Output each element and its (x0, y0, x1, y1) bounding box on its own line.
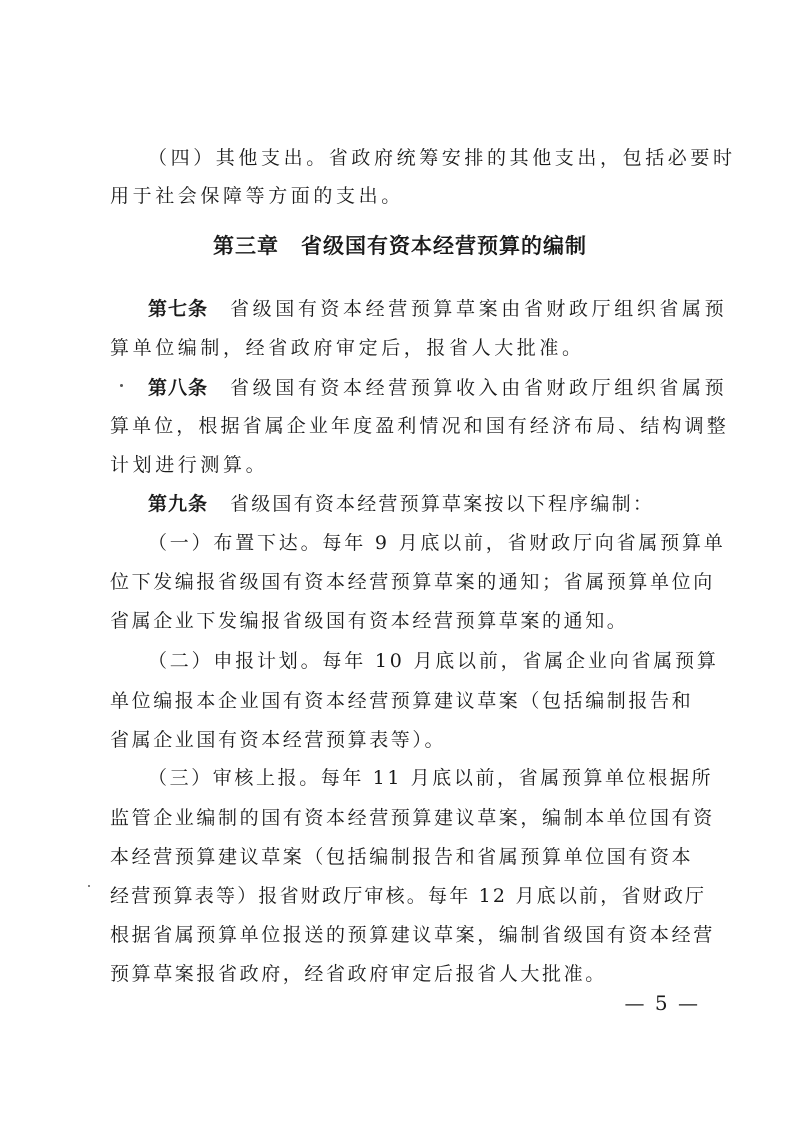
article-9-text: 省级国有资本经营预算草案按以下程序编制： (230, 493, 655, 515)
article-9-line1 (148, 492, 654, 516)
step-2-line2: 单位编报本企业国有资本经营预算建议草案（包括编制报告和 (110, 690, 694, 712)
step-3-line2: 监管企业编制的国有资本经营预算建议草案，编制本单位国有资 (110, 807, 715, 829)
chapter-title: 省级国有资本经营预算的编制 (301, 234, 587, 258)
article-7-line2: 算单位编制，经省政府审定后，报省人大批准。 (110, 337, 585, 359)
step-2-line1: （二）申报计划。每年 10 月底以前，省属企业向省属预算 (148, 650, 719, 672)
article-7-label: 第七条 (148, 298, 209, 320)
chapter-label: 第三章 (213, 234, 279, 258)
article-8-line1 (148, 376, 727, 400)
step-2-line3: 省属企业国有资本经营预算表等）。 (110, 729, 447, 751)
scan-speck (88, 885, 90, 887)
article-7-text: 省级国有资本经营预算草案由省财政厅组织省属预 (230, 298, 728, 320)
article-9-label: 第九条 (148, 493, 209, 515)
step-3-line1: （三）审核上报。每年 11 月底以前，省属预算单位根据所 (148, 767, 714, 789)
step-3-line3: 本经营预算建议草案（包括编制报告和省属预算单位国有资本 (110, 846, 694, 868)
step-3-line5: 根据省属预算单位报送的预算建议草案，编制省级国有资本经营 (110, 924, 715, 946)
paragraph-other-expenditure-line1: （四）其他支出。省政府统筹安排的其他支出，包括必要时 (148, 147, 736, 169)
step-1-line3: 省属企业下发编报省级国有资本经营预算草案的通知。 (110, 610, 629, 632)
page-number: — 5 — (624, 991, 700, 1015)
article-8-text: 省级国有资本经营预算收入由省财政厅组织省属预 (230, 377, 728, 399)
step-3-line6: 预算草案报省政府，经省政府审定后报省人大批准。 (110, 963, 607, 985)
article-8-line3: 计划进行测算。 (110, 454, 269, 476)
article-8-line2: 算单位，根据省属企业年度盈利情况和国有经济布局、结构调整 (110, 415, 729, 437)
step-1-line1: （一）布置下达。每年 9 月底以前，省财政厅向省属预算单 (148, 532, 726, 554)
article-8-label: 第八条 (148, 377, 209, 399)
scan-speck (120, 384, 123, 387)
step-3-line4: 经营预算表等）报省财政厅审核。每年 12 月底以前，省财政厅 (110, 885, 707, 907)
article-7-line1 (148, 297, 727, 321)
step-1-line2: 位下发编报省级国有资本经营预算草案的通知；省属预算单位向 (110, 571, 715, 593)
paragraph-other-expenditure-line2: 用于社会保障等方面的支出。 (110, 185, 404, 207)
chapter-heading (0, 232, 800, 260)
